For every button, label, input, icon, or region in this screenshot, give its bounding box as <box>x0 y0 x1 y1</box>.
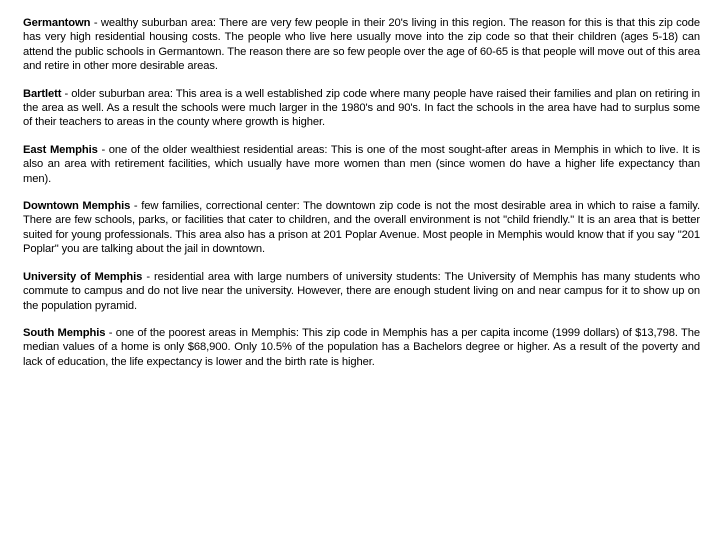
area-description: - one of the poorest areas in Memphis: This zip code in Memphis has a per capita income (1999 dollars) of $13,798. The median values of a home is only $68,900. Only 10.5% of the population has a Bachelors degree or higher. As a result of the poverty and lack of education, the life expectancy is lower and the birth rate is higher. <box>23 326 701 368</box>
area-description: - wealthy suburban area: There are very few people in their 20's living in this region. The reason for this is that this zip code has very high residential housing costs. The people who live here usually move into the zip code so that their children (ages 5-18) can attend the public schools in Germantown. The reason there are so few people over the age of 60-65 is that people will move out of this area and retire in other more desirable areas. <box>23 17 700 73</box>
area-name: University of Memphis <box>23 270 143 283</box>
area-description: - residential area with large numbers of university students: The University of Memphis has many students who commute to campus and do not live near the university. However, there are enough student living on and near campus for it to show up on the population pyramid. <box>23 270 701 312</box>
entry-east-memphis <box>23 143 700 186</box>
entry-bartlett <box>23 87 700 130</box>
area-description: - one of the older wealthiest residential areas: This is one of the most sought-after areas in Memphis in which to live. It is also an area with retirement facilities, which usually have more women than men (since women do have a higher life expectancy than men). <box>23 143 700 185</box>
area-name: Downtown Memphis <box>23 200 131 213</box>
area-name: Germantown <box>23 17 91 29</box>
entry-germantown <box>23 16 700 74</box>
entry-university-of-memphis <box>23 270 700 313</box>
document-page <box>23 16 700 382</box>
area-description: - few families, correctional center: The downtown zip code is not the most desirable area in which to raise a family. There are few schools, parks, or facilities that cater to children, and the overall environment is not "child friendly." It is an area that is better suited for young professionals. This area also has a prison at 201 Poplar Avenue. Most people in Memphis would know that if you say "201 Poplar" you are talking about the jail in downtown. <box>23 200 700 256</box>
area-description: - older suburban area: This area is a well established zip code where many people have raised their families and plan on retiring in the area as well. As a result the schools were much larger in the 1980's and 90's. In fact the schools in the area have had to surplus some of their teachers to areas in the county where growth is higher. <box>23 87 700 129</box>
area-name: East Memphis <box>23 143 98 156</box>
area-name: South Memphis <box>23 326 106 339</box>
entry-south-memphis <box>23 326 700 369</box>
area-name: Bartlett <box>23 87 62 100</box>
entry-downtown-memphis <box>23 199 700 257</box>
